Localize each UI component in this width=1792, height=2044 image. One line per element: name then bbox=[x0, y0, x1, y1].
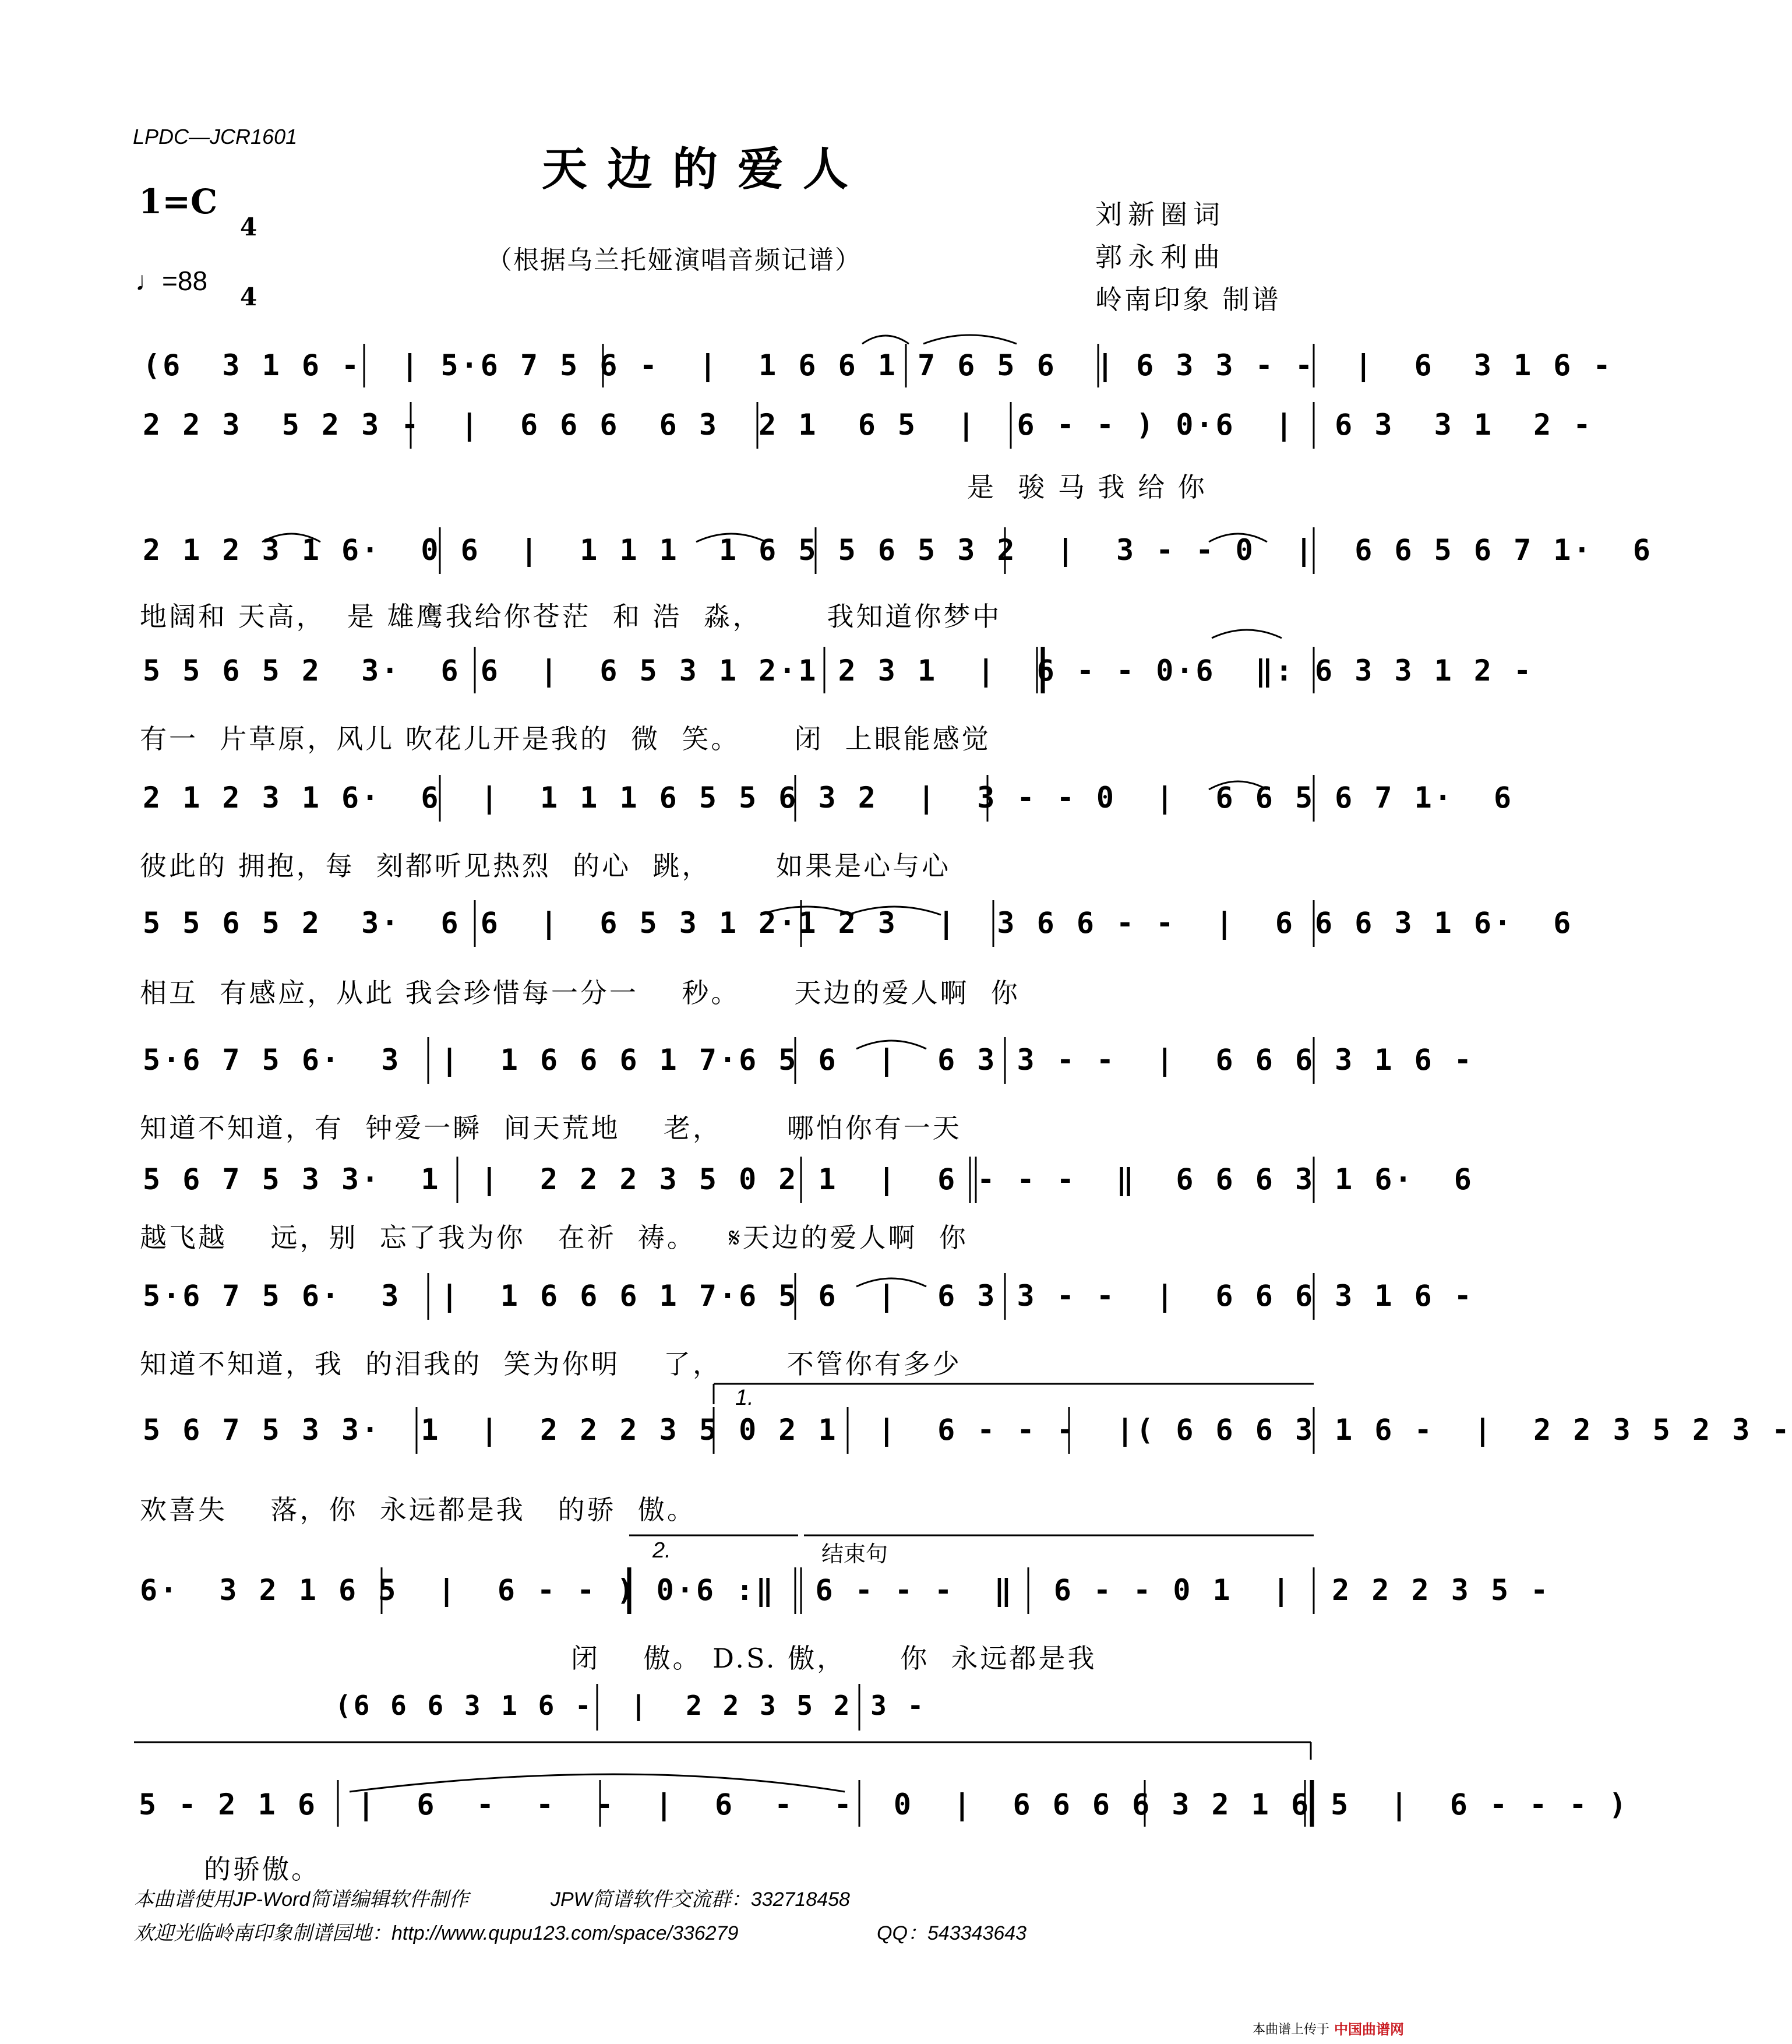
system-10-lyrics: 欢喜失 落，你 永远都是我 的骄 傲。 bbox=[140, 1494, 696, 1525]
system-4-lyrics: 有一 片草原，风儿 吹花儿开是我的 微 笑。 闭 上眼能感觉 bbox=[140, 723, 991, 755]
volta-second: 2. bbox=[652, 1538, 671, 1563]
system-7-lyrics: 知道不知道，有 钟爱一瞬 间天荒地 老， 哪怕你有一天 bbox=[140, 1112, 962, 1144]
system-6-notes: 5 5 6 5 2 3· 6 6 | 6 5 3 1 2·1 2 3 | 3 6 6 - - | 6 6 6 3 1 6· 6 bbox=[143, 906, 1574, 940]
footer-group: JPW简谱软件交流群：332718458 bbox=[551, 1888, 850, 1911]
system-5-lyrics: 彼此的 拥抱，每 刻都听见热烈 的心 跳， 如果是心与心 bbox=[140, 850, 951, 882]
system-11-lyrics: 闭 傲。 D.S. 傲， 你 永远都是我 bbox=[571, 1643, 1097, 1674]
time-signature bbox=[240, 169, 257, 332]
page-title: 天边的爱人 bbox=[542, 143, 869, 196]
time-signature-bottom: 4 bbox=[240, 283, 257, 311]
system-12-notes: (6 6 6 3 1 6 - | 2 2 3 5 2 3 - bbox=[335, 1690, 926, 1721]
key-signature: 1=C bbox=[139, 182, 218, 221]
footer-website: 欢迎光临岭南印象制谱园地：http://www.qupu123.com/space/336279 bbox=[134, 1922, 739, 1944]
system-1-notes: (6 3 1 6 - | 5·6 7 5 6 - | 1 6 6 1 7 6 5 6 | 6 3 3 - - | 6 3 1 6 - bbox=[143, 348, 1613, 382]
volta-first: 1. bbox=[735, 1386, 754, 1410]
system-2-lyrics: 是 骏 马 我 给 你 bbox=[967, 471, 1207, 503]
upload-note: 本曲谱上传于 bbox=[1253, 2022, 1330, 2036]
system-13-notes: 5 - 2 1 6 | 6 - - - | 6 - - 0 | 6 6 6 6 3 2 1 6 5 | 6 - - - ) bbox=[139, 1788, 1629, 1821]
subtitle: （根据乌兰托娅演唱音频记谱） bbox=[486, 245, 862, 275]
system-9-notes: 5·6 7 5 6· 3 | 1 6 6 6 1 7·6 5 6 | 6 3 3 - - | 6 6 6 3 1 6 - bbox=[143, 1279, 1474, 1313]
system-4-notes: 5 5 6 5 2 3· 6 6 | 6 5 3 1 2·1 2 3 1 | 6 - - 0·6 ‖: 6 3 3 1 2 - bbox=[143, 654, 1534, 688]
arranger: 岭南印象 制谱 bbox=[1095, 284, 1281, 315]
system-5-notes: 2 1 2 3 1 6· 6 | 1 1 1 6 5 5 6 3 2 | 3 - - 0 | 6 6 5 6 7 1· 6 bbox=[143, 781, 1514, 815]
system-8-notes: 5 6 7 5 3 3· 1 | 2 2 2 3 5 0 2 1 | 6 - - - ‖ 6 6 6 3 1 6· 6 bbox=[143, 1162, 1474, 1196]
system-9-lyrics: 知道不知道，我 的泪我的 笑为你明 了， 不管你有多少 bbox=[140, 1348, 962, 1380]
system-7-notes: 5·6 7 5 6· 3 | 1 6 6 6 1 7·6 5 6 | 6 3 3 - - | 6 6 6 3 1 6 - bbox=[143, 1043, 1474, 1077]
system-6-lyrics: 相互 有感应，从此 我会珍惜每一分一 秒。 天边的爱人啊 你 bbox=[140, 977, 1020, 1009]
composer: 郭永利曲 bbox=[1095, 241, 1226, 273]
system-11-notes: 6· 3 2 1 6 5 | 6 - - ) 0·6 :‖ 6 - - - ‖ 6 - - 0 1 | 2 2 2 3 5 - bbox=[140, 1573, 1551, 1607]
tempo-marking: ♩=88 bbox=[135, 266, 208, 296]
system-10-notes: 5 6 7 5 3 3· 1 | 2 2 2 3 5 0 2 1 | 6 - - - |( 6 6 6 3 1 6 - | 2 2 3 5 2 3 - bbox=[143, 1413, 1792, 1447]
ending-label: 结束句 bbox=[821, 1542, 888, 1567]
brand-logo: 中国曲谱网 bbox=[1334, 2021, 1404, 2038]
system-13-lyrics: 的骄傲。 bbox=[204, 1853, 320, 1885]
system-2-notes: 2 2 3 5 2 3 - | 6 6 6 6 3 2 1 6 5 | 6 - - ) 0·6 | 6 3 3 1 2 - bbox=[143, 408, 1593, 442]
system-8-lyrics: 越飞越 远，别 忘了我为你 在祈 祷。 𝄋天边的爱人啊 你 bbox=[140, 1222, 968, 1253]
footer-qq: QQ：543343643 bbox=[877, 1922, 1027, 1944]
time-signature-top: 4 bbox=[240, 213, 257, 241]
system-3-lyrics: 地阔和 天高， 是 雄鹰我给你苍茫 和 浩 淼， 我知道你梦中 bbox=[140, 601, 1002, 632]
lyricist: 刘新圈词 bbox=[1095, 199, 1226, 230]
system-3-notes: 2 1 2 3 1 6· 0 6 | 1 1 1 1 6 5 5 6 5 3 2 | 3 - - 0 | 6 6 5 6 7 1· 6 bbox=[143, 533, 1653, 567]
score-code: LPDC—JCR1601 bbox=[133, 125, 298, 149]
footer-software: 本曲谱使用JP-Word简谱编辑软件制作 bbox=[134, 1888, 469, 1911]
